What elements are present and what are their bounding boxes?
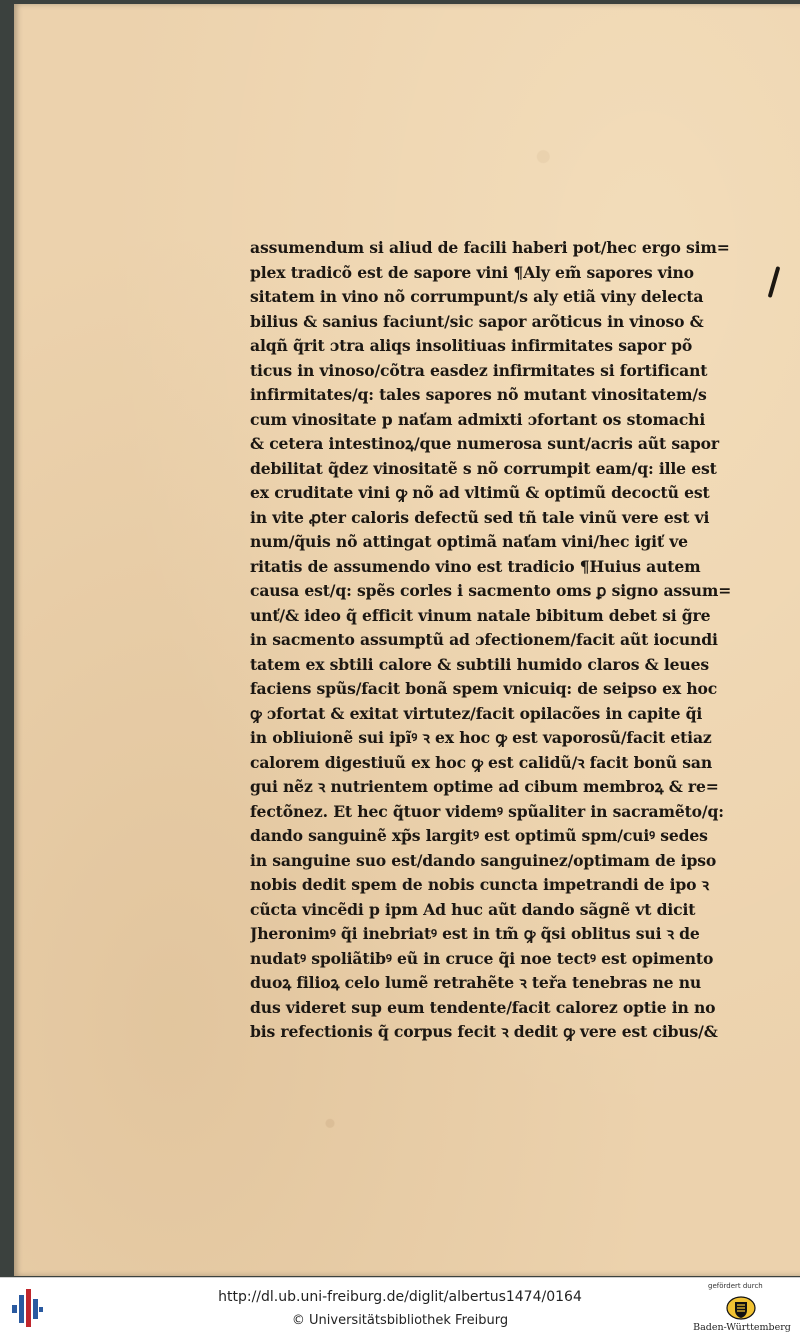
text-line: tatem ex sbtili calore & subtili humido claros & leues xyxy=(250,654,709,674)
text-line: in obliuionẽ sui ipĩꝰ ꝛ ex hoc ꝙ est vaporosũ/facit etiaz xyxy=(250,728,712,747)
text-line: cũcta vincẽdi p ipm Ad huc aũt dando sãgnẽ vt dicit xyxy=(250,899,696,919)
text-line: calorem digestiuũ ex hoc ꝙ est calidũ/ꝛ facit bonũ san xyxy=(250,752,713,772)
text-line: in vite ꝓter caloris defectũ sed tñ tale vinũ vere est vi xyxy=(250,507,710,527)
text-line: alqñ q̃rit ɔtra aliqs insolitiuas infirmitates sapor põ xyxy=(250,336,693,355)
text-line: fectõnez. Et hec q̃tuor videmꝰ spũaliter in sacramẽto/q: xyxy=(250,801,724,821)
text-line: debilitat q̃dez vinositatẽ s nõ corrumpit eam/q: ille est xyxy=(250,458,717,478)
sponsor-name: Baden-Württemberg xyxy=(693,1322,791,1333)
text-line: nobis dedit spem de nobis cuncta impetrandi de ipo ꝛ xyxy=(250,875,709,894)
margin-stroke xyxy=(768,266,781,298)
text-line: dando sanguinẽ xp̃s largitꝰ est optimũ spm/cuiꝰ sedes xyxy=(250,826,708,845)
text-line: Jheronimꝰ q̃i inebriatꝰ est in tm̃ ꝙ q̃si oblitus sui ꝛ de xyxy=(250,924,700,943)
text-line: nudatꝰ spoliãtibꝰ eũ in cruce q̃i noe tectꝰ est opimento xyxy=(250,948,714,968)
text-line: faciens spũs/facit bonã spem vnicuiq: de seipso ex hoc xyxy=(250,679,718,698)
page-url[interactable]: http://dl.ub.uni-freiburg.de/diglit/albertus1474/0164 xyxy=(218,1289,582,1305)
text-line: ꝙ ɔfortat & exitat virtutez/facit opilacões in capite q̃i xyxy=(250,703,703,723)
text-line: infirmitates/q: tales sapores nõ mutant vinositatem/s xyxy=(250,385,707,404)
text-line: in sacmento assumptũ ad ɔfectionem/facit aũt iocundi xyxy=(250,630,718,649)
text-line: plex tradicõ est de sapore vini ¶Aly em̃ sapores vino xyxy=(250,262,694,282)
text-line: sitatem in vino nõ corrumpunt/s aly etiã viny delecta xyxy=(250,287,704,306)
text-line: ticus in vinoso/cõtra easdez infirmitates si fortificant xyxy=(250,360,708,380)
text-line: bis refectionis q̃ corpus fecit ꝛ dedit ꝙ vere est cibus/& xyxy=(250,1022,718,1041)
text-line: duoꝝ filioꝝ celo lumẽ retrahẽte ꝛ teřa tenebras ne nu xyxy=(250,973,702,992)
text-line: cum vinositate p naťam admixti ɔfortant os stomachi xyxy=(250,409,706,429)
text-line: assumendum si aliud de facili haberi pot/hec ergo sim= xyxy=(250,238,730,257)
text-line: num/q̃uis nõ attingat optimã naťam vini/hec igiť ve xyxy=(250,532,688,551)
sponsor-block xyxy=(690,1282,794,1334)
text-line: unť/& ideo q̃ efficit vinum natale bibitum debet si g̃re xyxy=(250,605,711,625)
text-line: dus videret sup eum tendente/facit calorez optie in no xyxy=(250,997,716,1017)
text-line: gui nẽz ꝛ nutrientem optime ad cibum membroꝝ & re= xyxy=(250,777,719,796)
text-line: in sanguine suo est/dando sanguinez/optimam de ipso xyxy=(250,850,717,870)
baden-wuerttemberg-crest-icon xyxy=(726,1296,756,1320)
manuscript-page xyxy=(14,4,800,1276)
footer-bar xyxy=(0,1277,800,1336)
text-block xyxy=(250,236,750,1045)
sponsor-note: gefördert durch xyxy=(708,1282,763,1290)
text-line: bilius & sanius faciunt/sic sapor arõticus in vinoso & xyxy=(250,311,704,331)
text-line: ritatis de assumendo vino est tradicio ¶Huius autem xyxy=(250,556,701,576)
text-line: & cetera intestinoꝝ/que numerosa sunt/acris aũt sapor xyxy=(250,434,719,453)
text-line: causa est/q: spẽs corles i sacmento oms ꝑ signo assum= xyxy=(250,581,732,600)
copyright-notice: © Universitätsbibliothek Freiburg xyxy=(291,1313,509,1328)
text-line: ex cruditate vini ꝙ nõ ad vltimũ & optimũ decoctũ est xyxy=(250,483,710,502)
